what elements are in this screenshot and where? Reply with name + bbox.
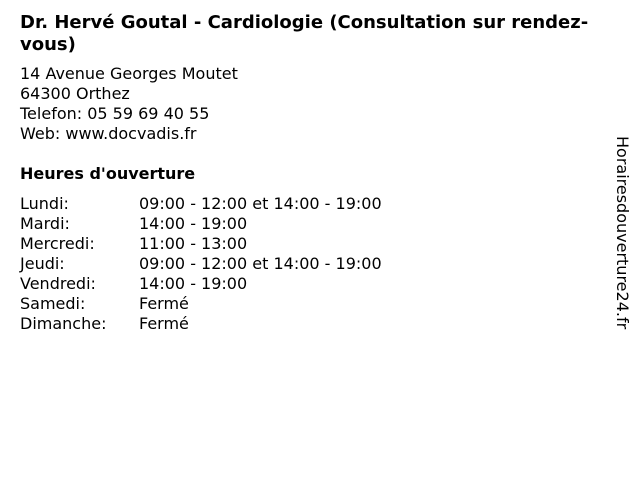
hours-row-monday [20, 194, 382, 214]
day-label: Mercredi: [20, 234, 95, 253]
day-label: Dimanche: [20, 314, 107, 333]
day-label: Lundi: [20, 194, 69, 213]
street-address: 14 Avenue Georges Moutet [20, 64, 238, 83]
hours-heading: Heures d'ouverture [20, 164, 196, 183]
website: Web: www.docvadis.fr [20, 124, 197, 143]
opening-hours-table [20, 194, 382, 334]
site-watermark: Horairesdouverture24.fr [613, 136, 632, 330]
day-label: Jeudi: [20, 254, 65, 273]
day-label: Samedi: [20, 294, 86, 313]
time-value: 14:00 - 19:00 [139, 274, 248, 293]
page-title: Dr. Hervé Goutal - Cardiologie (Consultation sur rendez-vous) [20, 12, 589, 55]
day-label: Vendredi: [20, 274, 96, 293]
time-value: 09:00 - 12:00 et 14:00 - 19:00 [139, 194, 382, 213]
hours-row-tuesday [20, 214, 382, 234]
city-postal: 64300 Orthez [20, 84, 130, 103]
phone-number: Telefon: 05 59 69 40 55 [20, 104, 210, 123]
address-block [20, 64, 238, 144]
time-value: Fermé [139, 314, 189, 333]
hours-row-wednesday [20, 234, 382, 254]
hours-row-thursday [20, 254, 382, 274]
time-value: 14:00 - 19:00 [139, 214, 248, 233]
hours-row-saturday [20, 294, 382, 314]
time-value: Fermé [139, 294, 189, 313]
time-value: 11:00 - 13:00 [139, 234, 248, 253]
day-label: Mardi: [20, 214, 70, 233]
hours-row-friday [20, 274, 382, 294]
hours-row-sunday [20, 314, 382, 334]
time-value: 09:00 - 12:00 et 14:00 - 19:00 [139, 254, 382, 273]
